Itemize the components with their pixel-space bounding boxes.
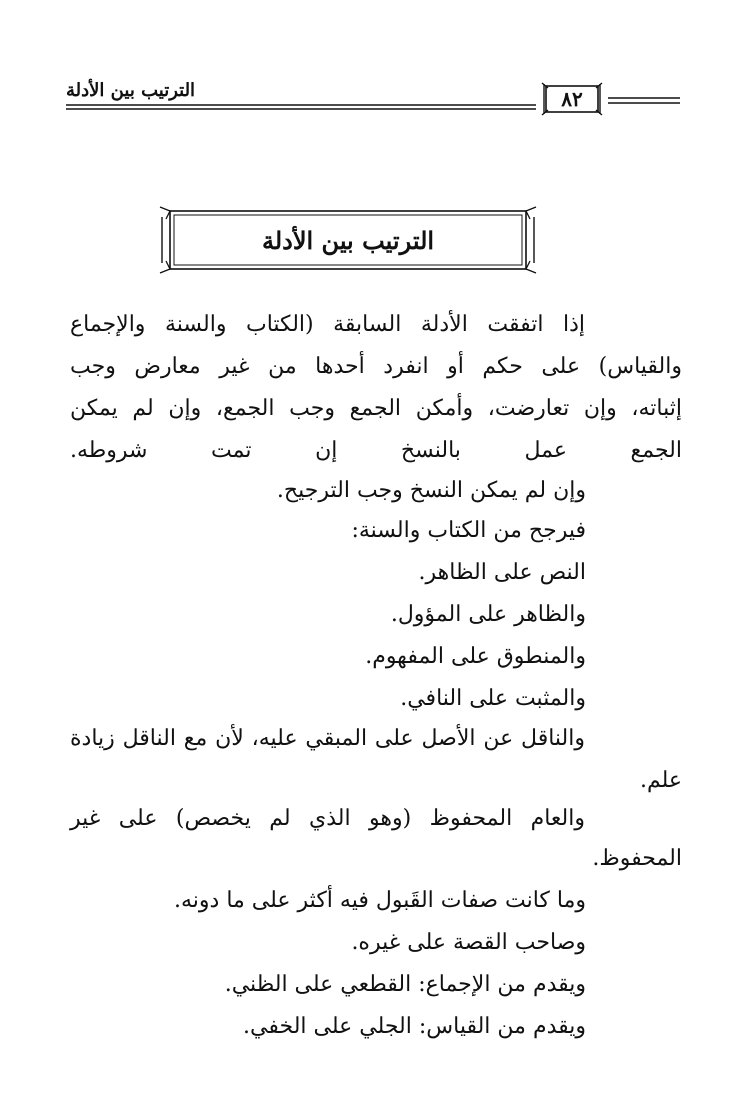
text-line: والعام المحفوظ (وهو الذي لم يخصص) على غير <box>70 806 585 831</box>
paragraph-line: إذا اتفقت الأدلة السابقة (الكتاب والسنة والإجماع <box>70 312 585 337</box>
section-title: الترتيب بين الأدلة <box>261 225 435 255</box>
page-number-badge <box>540 82 604 116</box>
paragraph-line: والقياس) على حكم أو انفرد أحدها من غير معارض وجب <box>70 354 682 379</box>
header-rule-right <box>608 95 680 107</box>
text-line: وما كانت صفات القَبول فيه أكثر على ما دونه. <box>174 888 586 913</box>
text-line: والمثبت على النافي. <box>400 686 586 711</box>
text-line: والظاهر على المؤول. <box>390 602 586 627</box>
paragraph-line: إثباته، وإن تعارضت، وأمكن الجمع وجب الجمع، وإن لم يمكن <box>70 396 682 421</box>
text-line: ويقدم من الإجماع: القطعي على الظني. <box>224 972 586 997</box>
text-line: والمنطوق على المفهوم. <box>365 644 586 669</box>
text-line: النص على الظاهر. <box>418 560 586 585</box>
running-header-title: الترتيب بين الأدلة <box>66 80 196 101</box>
text-line: وإن لم يمكن النسخ وجب الترجيح. <box>276 478 586 503</box>
text-line: ويقدم من القياس: الجلي على الخفي. <box>243 1014 586 1039</box>
header-rule <box>66 96 536 110</box>
page-number: ٨٢ <box>561 87 583 111</box>
section-title-frame <box>158 205 538 275</box>
paragraph-line: الجمع عمل بالنسخ إن تمت شروطه. <box>70 438 682 463</box>
text-line: والناقل عن الأصل على المبقي عليه، لأن مع الناقل زيادة <box>70 726 585 751</box>
text-line: فيرجح من الكتاب والسنة: <box>351 518 586 543</box>
text-line: علم. <box>639 768 682 793</box>
text-line: وصاحب القصة على غيره. <box>351 930 586 955</box>
text-line: المحفوظ. <box>592 846 682 871</box>
